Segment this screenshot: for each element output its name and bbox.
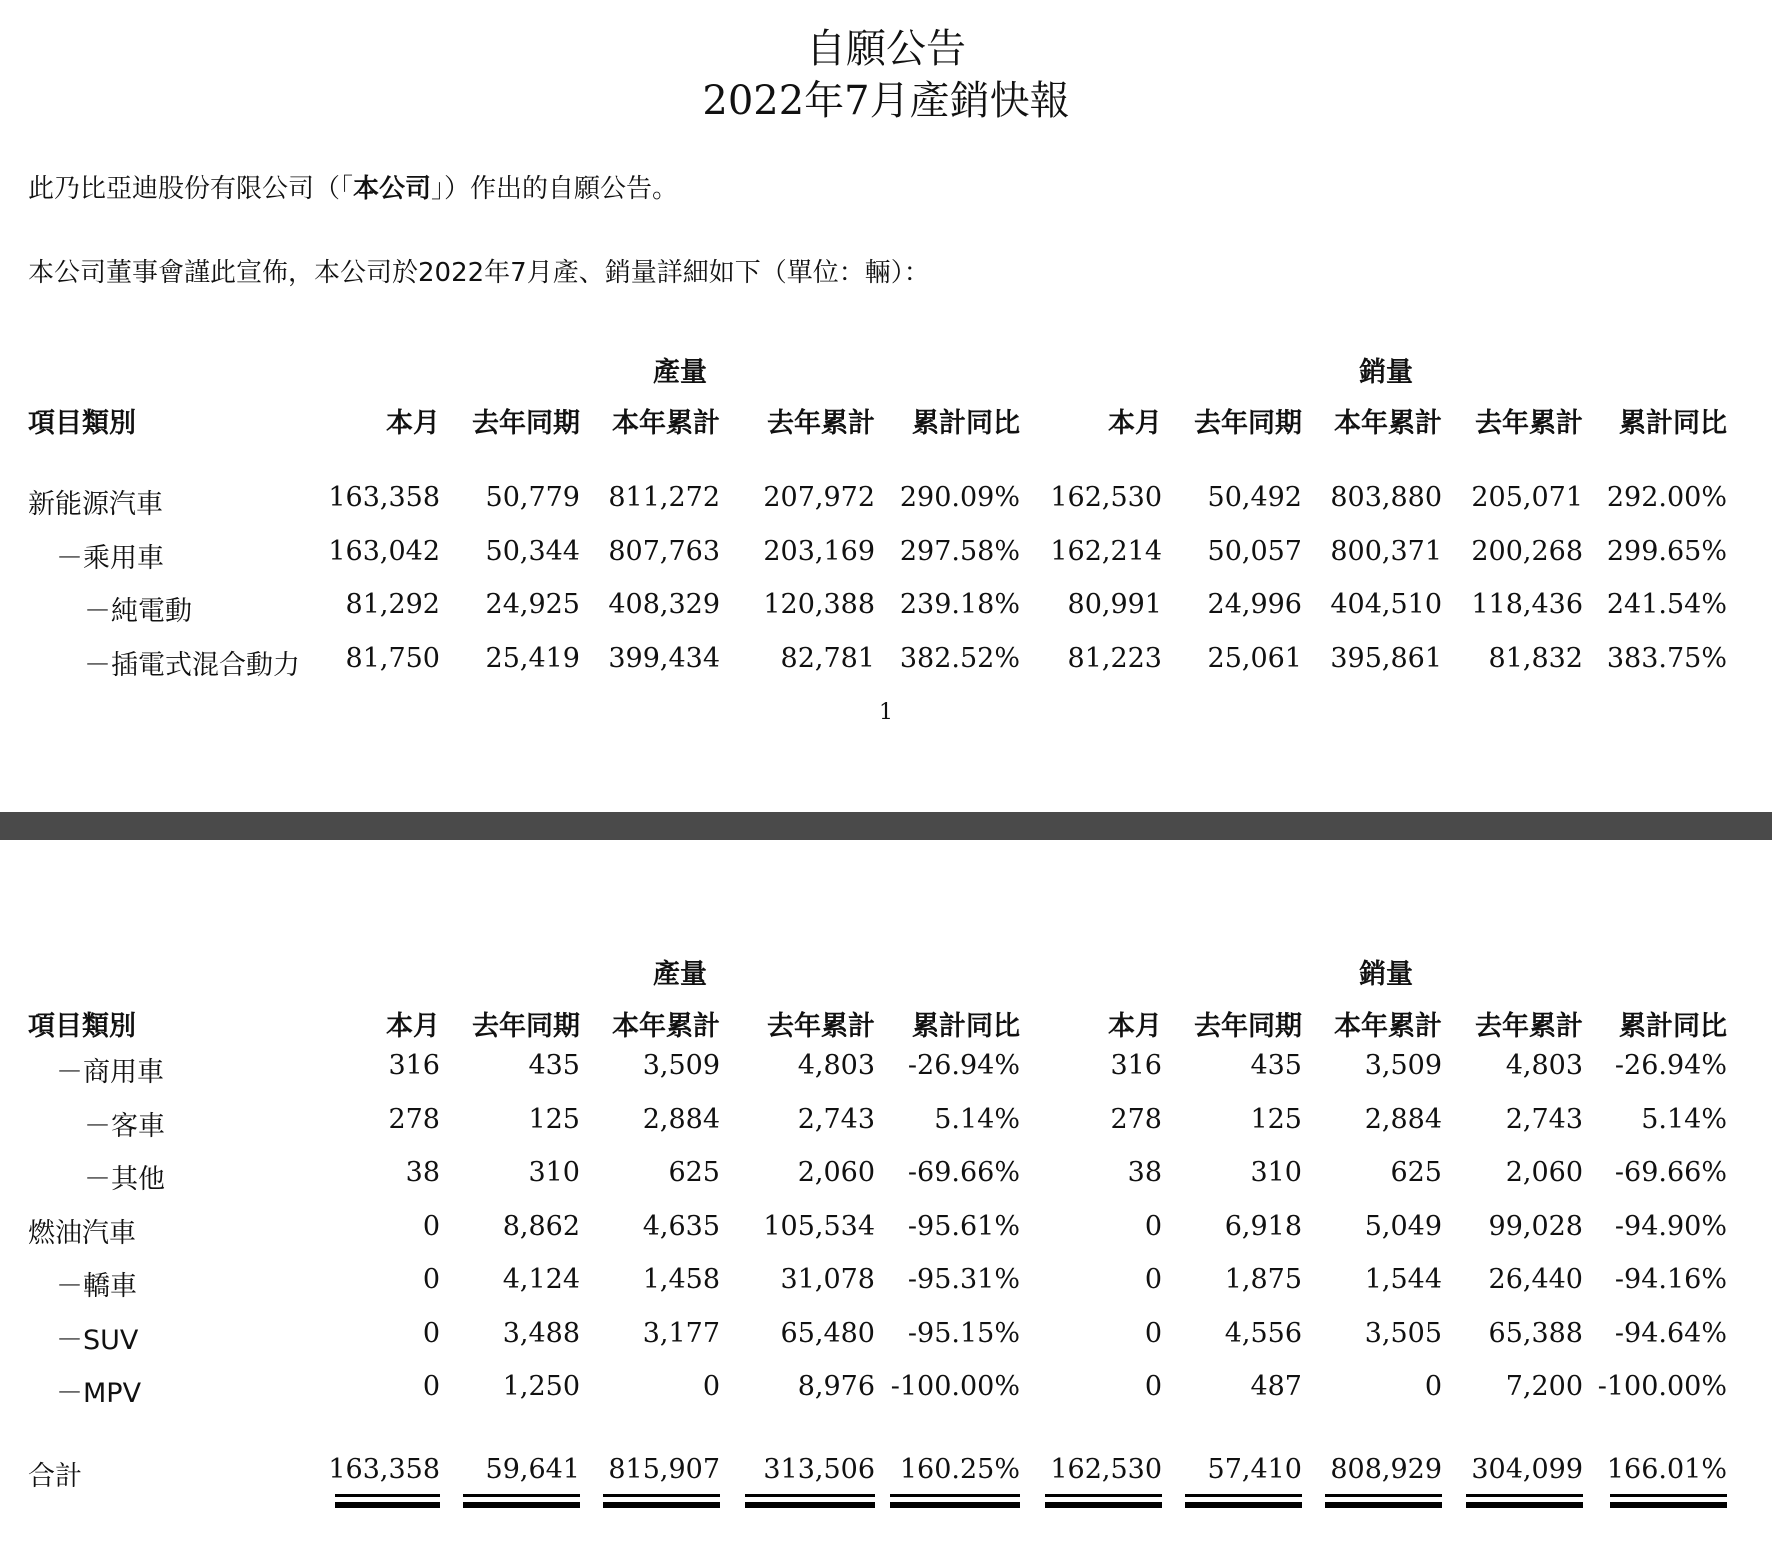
p2-header-col-3: 本年累計 (612, 1011, 720, 1042)
total-underline-double (1325, 1502, 1442, 1508)
row-value-col-4: 4,803 (797, 1050, 875, 1081)
row-value-col-3: 811,272 (608, 482, 720, 513)
row-value-col-7: 24,996 (1207, 589, 1302, 620)
p1-header-col-2: 去年同期 (472, 408, 580, 439)
row-value-col-9: 7,200 (1505, 1371, 1583, 1402)
p2-header-col-5: 累計同比 (912, 1011, 1020, 1042)
total-underline-top (1610, 1494, 1727, 1497)
p2-header-col-2: 去年同期 (472, 1011, 580, 1042)
row-value-col-6: 162,214 (1050, 536, 1162, 567)
row-value-col-4: 31,078 (780, 1264, 875, 1295)
p2-header-col-6: 本月 (1108, 1011, 1162, 1042)
row-value-col-7: 6,918 (1224, 1211, 1302, 1242)
p1-header-col-8: 本年累計 (1334, 408, 1442, 439)
row-value-col-5: 382.52% (899, 643, 1020, 674)
row-value-col-1: 163,358 (328, 482, 440, 513)
p1-header-col-4: 去年累計 (767, 408, 875, 439)
total-underline-double (890, 1502, 1020, 1508)
p1-header-col-10: 累計同比 (1619, 408, 1727, 439)
total-underline-top (463, 1494, 580, 1497)
row-value-col-6: 0 (1144, 1211, 1162, 1242)
row-value-col-1: 0 (422, 1264, 440, 1295)
p2-header-col-9: 去年累計 (1475, 1011, 1583, 1042)
table-row (0, 589, 1772, 629)
row-value-col-6: 0 (1144, 1371, 1162, 1402)
p2-header-category: 項目類別 (28, 1011, 136, 1042)
row-label: 合計 (28, 1461, 82, 1492)
row-value-col-8: 803,880 (1330, 482, 1442, 513)
row-label: －SUV (56, 1325, 139, 1356)
table-row (0, 1371, 1772, 1411)
total-underline-top (1185, 1494, 1302, 1497)
row-label: －乘用車 (56, 543, 164, 574)
row-value-col-8: 0 (1424, 1371, 1442, 1402)
table-row (0, 643, 1772, 683)
row-label: －商用車 (56, 1057, 164, 1088)
row-value-col-4: 313,506 (763, 1454, 875, 1485)
row-label: 燃油汽車 (28, 1218, 136, 1249)
row-value-col-8: 625 (1390, 1157, 1442, 1188)
row-value-col-3: 4,635 (642, 1211, 720, 1242)
row-value-col-10: -26.94% (1614, 1050, 1727, 1081)
row-value-col-9: 304,099 (1471, 1454, 1583, 1485)
row-value-col-1: 0 (422, 1211, 440, 1242)
row-value-col-7: 310 (1250, 1157, 1302, 1188)
row-value-col-9: 2,060 (1505, 1157, 1583, 1188)
total-row (0, 1454, 1772, 1494)
row-value-col-3: 399,434 (608, 643, 720, 674)
row-value-col-9: 26,440 (1488, 1264, 1583, 1295)
total-underline-double (463, 1502, 580, 1508)
intro-text-after: 」）作出的自願公告。 (431, 174, 679, 204)
row-value-col-1: 38 (405, 1157, 440, 1188)
row-value-col-4: 82,781 (780, 643, 875, 674)
total-underline-top (1466, 1494, 1583, 1497)
row-value-col-6: 80,991 (1067, 589, 1162, 620)
row-value-col-7: 435 (1250, 1050, 1302, 1081)
row-value-col-6: 0 (1144, 1318, 1162, 1349)
p1-header-col-7: 去年同期 (1194, 408, 1302, 439)
row-label: －插電式混合動力 (84, 650, 300, 681)
total-underline-double (335, 1502, 440, 1508)
row-value-col-1: 163,042 (328, 536, 440, 567)
row-value-col-7: 50,492 (1207, 482, 1302, 513)
p2-header-col-1: 本月 (386, 1011, 440, 1042)
row-value-col-10: 5.14% (1641, 1104, 1727, 1135)
row-value-col-2: 125 (528, 1104, 580, 1135)
total-underline-double (1610, 1502, 1727, 1508)
row-value-col-4: 65,480 (780, 1318, 875, 1349)
row-value-col-6: 38 (1127, 1157, 1162, 1188)
row-value-col-3: 408,329 (608, 589, 720, 620)
row-value-col-8: 2,884 (1364, 1104, 1442, 1135)
row-value-col-7: 125 (1250, 1104, 1302, 1135)
total-underline-top (1045, 1494, 1162, 1497)
production-group-header: 產量 (653, 357, 707, 388)
row-value-col-8: 395,861 (1330, 643, 1442, 674)
row-value-col-5: -69.66% (907, 1157, 1020, 1188)
row-value-col-2: 1,250 (502, 1371, 580, 1402)
row-value-col-2: 310 (528, 1157, 580, 1188)
row-value-col-2: 50,779 (485, 482, 580, 513)
row-value-col-8: 3,509 (1364, 1050, 1442, 1081)
row-value-col-3: 3,177 (642, 1318, 720, 1349)
row-value-col-9: 4,803 (1505, 1050, 1583, 1081)
table-row (0, 1157, 1772, 1197)
row-value-col-1: 81,292 (345, 589, 440, 620)
table-row (0, 1050, 1772, 1090)
row-value-col-3: 1,458 (642, 1264, 720, 1295)
announcement-paragraph: 本公司董事會謹此宣佈，本公司於2022年7月產、銷量詳細如下（單位：輛）： (28, 258, 930, 288)
announcement-title: 自願公告 (806, 26, 966, 72)
row-value-col-1: 163,358 (328, 1454, 440, 1485)
intro-text-bold: 本公司 (353, 174, 432, 204)
row-value-col-10: 299.65% (1606, 536, 1727, 567)
table-row (0, 1264, 1772, 1304)
row-value-col-3: 815,907 (608, 1454, 720, 1485)
row-value-col-5: -100.00% (890, 1371, 1020, 1402)
p1-header-col-1: 本月 (386, 408, 440, 439)
row-value-col-10: -94.16% (1614, 1264, 1727, 1295)
row-label: 新能源汽車 (28, 489, 163, 520)
row-value-col-6: 278 (1110, 1104, 1162, 1135)
row-value-col-5: -95.15% (907, 1318, 1020, 1349)
row-value-col-5: -95.31% (907, 1264, 1020, 1295)
row-value-col-7: 25,061 (1207, 643, 1302, 674)
row-value-col-9: 118,436 (1471, 589, 1583, 620)
row-value-col-4: 207,972 (763, 482, 875, 513)
row-value-col-4: 2,743 (797, 1104, 875, 1135)
total-underline-double (1466, 1502, 1583, 1508)
intro-paragraph (28, 172, 678, 206)
p1-header-col-6: 本月 (1108, 408, 1162, 439)
row-value-col-5: 160.25% (899, 1454, 1020, 1485)
row-value-col-9: 99,028 (1488, 1211, 1583, 1242)
row-value-col-10: -69.66% (1614, 1157, 1727, 1188)
row-value-col-1: 81,750 (345, 643, 440, 674)
row-label: －純電動 (84, 596, 192, 627)
row-value-col-10: -94.64% (1614, 1318, 1727, 1349)
table-row (0, 1211, 1772, 1251)
row-value-col-3: 2,884 (642, 1104, 720, 1135)
row-value-col-1: 278 (388, 1104, 440, 1135)
row-value-col-3: 625 (668, 1157, 720, 1188)
total-underline-double (1185, 1502, 1302, 1508)
row-value-col-9: 65,388 (1488, 1318, 1583, 1349)
row-value-col-2: 4,124 (502, 1264, 580, 1295)
sales-group-header-2: 銷量 (1359, 959, 1413, 990)
row-value-col-2: 3,488 (502, 1318, 580, 1349)
row-value-col-10: 292.00% (1606, 482, 1727, 513)
row-value-col-10: -100.00% (1597, 1371, 1727, 1402)
row-value-col-1: 316 (388, 1050, 440, 1081)
row-value-col-3: 3,509 (642, 1050, 720, 1081)
row-value-col-4: 2,060 (797, 1157, 875, 1188)
total-underline-double (603, 1502, 720, 1508)
row-value-col-10: 383.75% (1606, 643, 1727, 674)
row-value-col-9: 200,268 (1471, 536, 1583, 567)
row-label: －MPV (56, 1378, 142, 1409)
row-value-col-1: 0 (422, 1318, 440, 1349)
row-value-col-5: 297.58% (899, 536, 1020, 567)
total-underline-double (1045, 1502, 1162, 1508)
row-value-col-10: 241.54% (1606, 589, 1727, 620)
row-value-col-4: 120,388 (763, 589, 875, 620)
p1-header-category: 項目類別 (28, 408, 136, 439)
row-value-col-2: 435 (528, 1050, 580, 1081)
row-value-col-9: 2,743 (1505, 1104, 1583, 1135)
row-value-col-7: 1,875 (1224, 1264, 1302, 1295)
row-value-col-4: 105,534 (763, 1211, 875, 1242)
total-underline-top (745, 1494, 875, 1497)
row-value-col-8: 808,929 (1330, 1454, 1442, 1485)
p1-header-col-3: 本年累計 (612, 408, 720, 439)
p2-header-col-8: 本年累計 (1334, 1011, 1442, 1042)
total-underline-double (745, 1502, 875, 1508)
p1-header-col-9: 去年累計 (1475, 408, 1583, 439)
total-underline-top (603, 1494, 720, 1497)
row-value-col-2: 50,344 (485, 536, 580, 567)
row-value-col-7: 4,556 (1224, 1318, 1302, 1349)
row-label: －其他 (84, 1164, 165, 1195)
row-value-col-3: 807,763 (608, 536, 720, 567)
row-value-col-6: 162,530 (1050, 482, 1162, 513)
p1-header-col-5: 累計同比 (912, 408, 1020, 439)
row-value-col-10: 166.01% (1606, 1454, 1727, 1485)
row-value-col-5: -95.61% (907, 1211, 1020, 1242)
total-underline-top (335, 1494, 440, 1497)
report-title: 2022年7月產銷快報 (702, 78, 1070, 124)
row-value-col-2: 59,641 (485, 1454, 580, 1485)
row-value-col-4: 203,169 (763, 536, 875, 567)
total-underline-top (890, 1494, 1020, 1497)
row-value-col-10: -94.90% (1614, 1211, 1727, 1242)
row-value-col-5: 5.14% (934, 1104, 1020, 1135)
row-value-col-5: -26.94% (907, 1050, 1020, 1081)
row-value-col-2: 8,862 (502, 1211, 580, 1242)
row-value-col-9: 81,832 (1488, 643, 1583, 674)
table-row (0, 1318, 1772, 1358)
row-value-col-3: 0 (702, 1371, 720, 1402)
row-value-col-6: 0 (1144, 1264, 1162, 1295)
row-value-col-7: 57,410 (1207, 1454, 1302, 1485)
row-value-col-6: 316 (1110, 1050, 1162, 1081)
row-value-col-7: 487 (1250, 1371, 1302, 1402)
row-value-col-5: 290.09% (899, 482, 1020, 513)
row-value-col-7: 50,057 (1207, 536, 1302, 567)
total-underline-top (1325, 1494, 1442, 1497)
sales-group-header: 銷量 (1359, 357, 1413, 388)
row-value-col-8: 5,049 (1364, 1211, 1442, 1242)
row-value-col-8: 404,510 (1330, 589, 1442, 620)
p2-header-col-7: 去年同期 (1194, 1011, 1302, 1042)
page-divider (0, 812, 1772, 840)
row-value-col-9: 205,071 (1471, 482, 1583, 513)
table-row (0, 536, 1772, 576)
table-row (0, 1104, 1772, 1144)
row-value-col-8: 1,544 (1364, 1264, 1442, 1295)
production-group-header-2: 產量 (653, 959, 707, 990)
p2-header-col-10: 累計同比 (1619, 1011, 1727, 1042)
row-label: －客車 (84, 1111, 165, 1142)
intro-text-before: 此乃比亞迪股份有限公司（「 (28, 174, 354, 204)
row-value-col-6: 81,223 (1067, 643, 1162, 674)
p2-header-col-4: 去年累計 (767, 1011, 875, 1042)
row-value-col-1: 0 (422, 1371, 440, 1402)
row-label: －轎車 (56, 1271, 137, 1302)
document-page-2 (0, 840, 1772, 1552)
row-value-col-8: 3,505 (1364, 1318, 1442, 1349)
row-value-col-2: 24,925 (485, 589, 580, 620)
row-value-col-5: 239.18% (899, 589, 1020, 620)
row-value-col-4: 8,976 (797, 1371, 875, 1402)
page-number: 1 (879, 700, 893, 725)
row-value-col-8: 800,371 (1330, 536, 1442, 567)
row-value-col-2: 25,419 (485, 643, 580, 674)
table-row (0, 482, 1772, 522)
row-value-col-6: 162,530 (1050, 1454, 1162, 1485)
